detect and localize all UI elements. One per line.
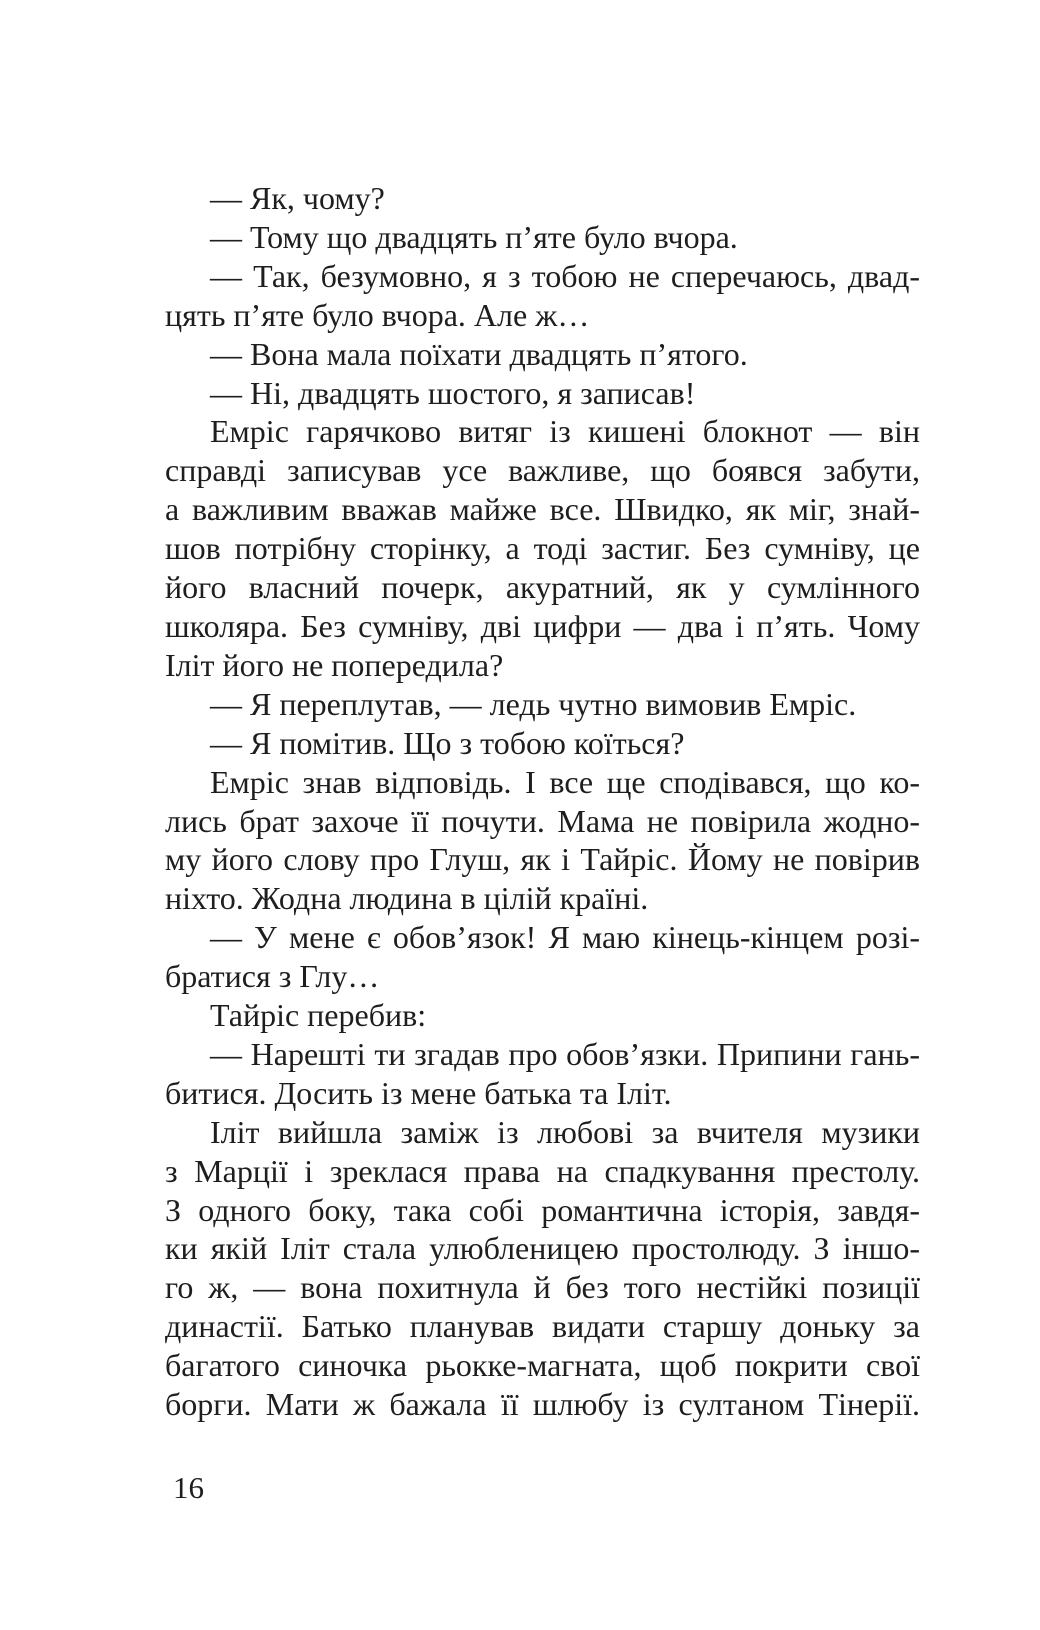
- text-line: Емріс гарячково витяг із кишені блокнот — він: [210, 413, 920, 450]
- text-line: династії. Батько планував видати старшу доньку за: [165, 1308, 920, 1345]
- text-line: з Марції і зреклася права на спадкування престолу.: [165, 1152, 920, 1189]
- text-block: [165, 179, 920, 1424]
- text-line: — Як, чому?: [210, 180, 385, 216]
- text-line: битися. Досить із мене батька та Іліт.: [165, 1074, 672, 1111]
- text-line: цять п’яте було вчора. Але ж…: [165, 296, 590, 333]
- text-line: а важливим вважав майже все. Швидко, як міг, знай-: [165, 491, 920, 528]
- text-line: борги. Мати ж бажала її шлюбу із султаном Тінерії.: [165, 1386, 920, 1423]
- text-line: Іліт його не попередила?: [165, 646, 504, 683]
- text-line: — У мене є обов’язок! Я маю кінець-кінцем розі-: [210, 919, 920, 956]
- text-line: го ж, — вона похитнула й без того нестійкі позиції: [165, 1269, 920, 1306]
- text-line: — Вона мала поїхати двадцять п’ятого.: [210, 335, 748, 372]
- text-line: — Я переплутав, — ледь чутно вимовив Емріс.: [210, 685, 857, 722]
- text-line: шов потрібну сторінку, а тоді застиг. Без сумніву, це: [165, 530, 920, 567]
- text-line: лись брат захоче її почути. Мама не повірила жодно-: [165, 802, 920, 839]
- text-line: му його слову про Глуш, як і Тайріс. Йому не повірив: [165, 841, 920, 878]
- text-line: школяра. Без сумніву, дві цифри — два і п’ять. Чому: [165, 607, 920, 644]
- text-line: ніхто. Жодна людина в цілій країні.: [165, 880, 649, 917]
- text-line: братися з Глу…: [165, 958, 380, 995]
- text-line: З одного боку, така собі романтична історія, завдя-: [165, 1191, 920, 1228]
- page-number: 16: [173, 1470, 204, 1505]
- text-line: — Ні, двадцять шостого, я записав!: [210, 374, 696, 411]
- text-line: багатого синочка рьокке-магната, щоб покрити свої: [165, 1347, 920, 1384]
- text-line: — Нарешті ти згадав про обов’язки. Припини гань-: [210, 1035, 920, 1072]
- text-line: — Тому що двадцять п’яте було вчора.: [210, 218, 738, 255]
- text-line: справді записував усе важливе, що боявся забути,: [165, 452, 920, 489]
- text-line: Емріс знав відповідь. І все ще сподівався, що ко-: [210, 763, 920, 800]
- text-line: його власний почерк, акуратний, як у сумлінного: [165, 569, 920, 606]
- text-line: Тайріс перебив:: [210, 997, 427, 1034]
- text-line: Іліт вийшла заміж із любові за вчителя музики: [210, 1113, 920, 1150]
- text-line: — Так, безумовно, я з тобою не сперечаюсь, двад-: [210, 257, 920, 294]
- text-line: — Я помітив. Що з тобою коїться?: [210, 724, 685, 761]
- text-line: ки якій Іліт стала улюбленицею простолюду. З іншо-: [165, 1230, 920, 1267]
